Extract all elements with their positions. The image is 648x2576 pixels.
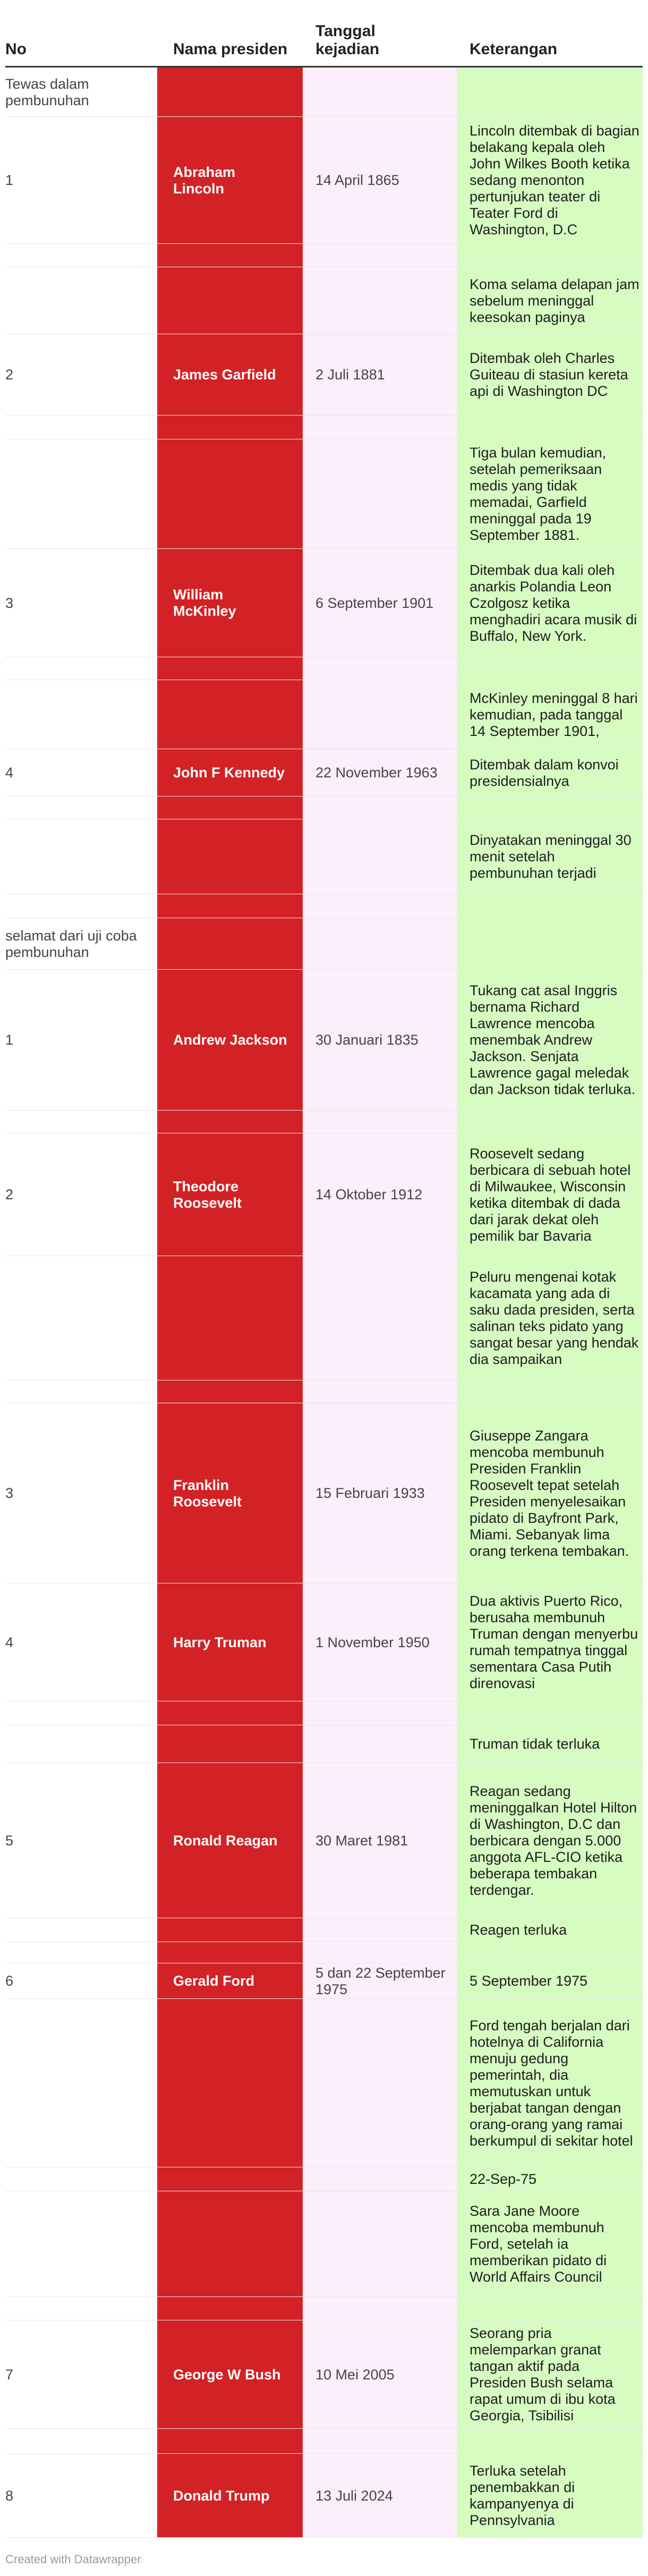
cell-no [5, 1256, 154, 1380]
cell-date [316, 1111, 448, 1133]
cell-no [5, 1701, 154, 1725]
cell-name: James Garfield [173, 367, 276, 383]
cell-no [5, 267, 154, 334]
cell-no: 4 [5, 1634, 14, 1650]
cell-date: 2 Juli 1881 [316, 367, 385, 383]
cell-name [173, 2429, 290, 2454]
table-row [5, 67, 643, 117]
cell-no: Tewas dalam pembunuhan [5, 75, 89, 108]
table-row [5, 1963, 643, 1999]
table-row [5, 819, 643, 894]
cell-no: 1 [5, 172, 14, 188]
cell-date [316, 67, 448, 117]
cell-name [173, 1999, 290, 2167]
cell-date: 30 Januari 1835 [316, 1032, 419, 1048]
cell-note: Tukang cat asal Inggris bernama Richard Lawrence mencoba menembak Andrew Jackson. Senjata Lawrence gagal meledak dan Jackson tidak terluka. [470, 982, 636, 1097]
cell-note [470, 2429, 640, 2454]
cell-note [470, 67, 640, 117]
cell-note: Koma selama delapan jam sebelum meninggal keesokan paginya [470, 276, 640, 325]
cell-name [173, 796, 290, 819]
cell-name: William McKinley [173, 587, 236, 619]
cell-note: Tiga bulan kemudian, setelah pemeriksaan medis yang tidak memadai, Garfield meninggal pada 19 September 1881. [470, 445, 607, 543]
table-row [5, 796, 643, 819]
table-row [5, 918, 643, 970]
cell-name [173, 819, 290, 894]
cell-name: Theodore Roosevelt [173, 1178, 242, 1211]
cell-no [5, 1111, 154, 1133]
cell-date [316, 819, 448, 894]
cell-no [5, 416, 154, 439]
cell-date: 30 Maret 1981 [316, 1832, 408, 1849]
cell-no: 5 [5, 1832, 14, 1849]
cell-no: 2 [5, 367, 14, 383]
cell-name [173, 267, 290, 334]
cell-date: 14 April 1865 [316, 172, 399, 188]
cell-no [5, 680, 154, 749]
cell-name [173, 2191, 290, 2297]
cell-note: Giuseppe Zangara mencoba membunuh Presiden Franklin Roosevelt tepat setelah Presiden menyelesaikan pidato di Bayfront Park, Miami. Sebanyak lima orang terkena tembakan. [470, 1427, 629, 1559]
cell-name: Harry Truman [173, 1634, 267, 1650]
cell-no [5, 657, 154, 680]
cell-date [316, 1725, 448, 1763]
table-row [5, 2454, 643, 2538]
table-row [5, 894, 643, 918]
cell-note [470, 1111, 640, 1133]
cell-note: McKinley meninggal 8 hari kemudian, pada tanggal 14 September 1901, [470, 690, 638, 739]
table-row [5, 1999, 643, 2167]
table-row [5, 1942, 643, 1963]
cell-name: John F Kennedy [173, 765, 285, 781]
cell-date [316, 244, 448, 267]
cell-date [316, 2191, 448, 2297]
cell-no [5, 1380, 154, 1403]
cell-date: 6 September 1901 [316, 595, 434, 611]
cell-note: Dua aktivis Puerto Rico, berusaha membunuh Truman dengan menyerbu rumah tempatnya tinggal sementara Casa Putih direnovasi [470, 1593, 638, 1691]
table-row [5, 1403, 643, 1583]
cell-no [5, 819, 154, 894]
table-row [5, 244, 643, 267]
table-row [5, 1918, 643, 1942]
cell-no: 3 [5, 595, 14, 611]
cell-date [316, 2429, 448, 2454]
cell-note: Roosevelt sedang berbicara di sebuah hotel di Milwaukee, Wisconsin ketika ditembak di dada dari jarak dekat oleh pemilik bar Bavaria [470, 1145, 631, 1244]
header-date: Tanggal kejadian [316, 22, 380, 58]
cell-name: George W Bush [173, 2366, 281, 2383]
table-row [5, 267, 643, 334]
cell-date: 1 November 1950 [316, 1634, 430, 1650]
table-row [5, 334, 643, 416]
table-row [5, 1380, 643, 1403]
cell-name: Gerald Ford [173, 1973, 255, 1989]
cell-note [470, 1380, 640, 1403]
cell-no: 4 [5, 765, 14, 781]
cell-no: 1 [5, 1032, 14, 1048]
cell-no [5, 2297, 154, 2320]
cell-note: Sara Jane Moore mencoba membunuh Ford, setelah ia memberikan pidato di World Affairs Council [470, 2203, 607, 2285]
cell-name: Ronald Reagan [173, 1832, 278, 1849]
cell-note: Dinyatakan meninggal 30 menit setelah pembunuhan terjadi [470, 832, 632, 881]
header-name: Nama presiden [173, 40, 288, 58]
cell-date [316, 2297, 448, 2320]
cell-no: 6 [5, 1973, 14, 1989]
table-row [5, 1725, 643, 1763]
cell-name [173, 244, 290, 267]
cell-date [316, 267, 448, 334]
cell-note [470, 894, 640, 918]
cell-date: 13 Juli 2024 [316, 2487, 393, 2504]
cell-date: 5 dan 22 September 1975 [316, 1964, 446, 1997]
cell-date [316, 894, 448, 918]
cell-note: Peluru mengenai kotak kacamata yang ada di saku dada presiden, serta salinan teks pidato yang sangat besar yang hendak dia sampaikan [470, 1269, 639, 1367]
cell-no [5, 1999, 154, 2167]
table-row [5, 416, 643, 439]
cell-name [173, 918, 290, 970]
cell-note: Truman tidak terluka [470, 1736, 600, 1752]
cell-no: selamat dari uji coba pembunuhan [5, 927, 137, 960]
cell-note: Ford tengah berjalan dari hotelnya di California menuju gedung pemerintah, dia memutuskan untuk berjabat tangan dengan orang-orang yang ramai berkumpul di sekitar hotel [470, 2017, 633, 2149]
cell-name [173, 894, 290, 918]
cell-note [470, 657, 640, 680]
row-divider [5, 2537, 643, 2538]
cell-no [5, 894, 154, 918]
cell-no [5, 2191, 154, 2297]
header-no: No [5, 40, 27, 58]
cell-date [316, 918, 448, 970]
cell-no: 3 [5, 1485, 14, 1501]
cell-name [173, 416, 290, 439]
cell-name [173, 1942, 290, 1963]
cell-name [173, 439, 290, 549]
cell-name [173, 1725, 290, 1763]
cell-no [5, 1725, 154, 1763]
cell-no: 8 [5, 2487, 14, 2504]
cell-no [5, 244, 154, 267]
cell-note [470, 2297, 640, 2320]
cell-note: Terluka setelah penembakkan di kampanyenya di Pennsylvania [470, 2463, 575, 2528]
cell-name [173, 2297, 290, 2320]
cell-note: Seorang pria melemparkan granat tangan aktif pada Presiden Bush selama rapat umum di ibu kota Georgia, Tsibilisi [470, 2325, 616, 2424]
cell-name [173, 2167, 290, 2191]
cell-note [470, 1942, 640, 1963]
table-row [5, 1701, 643, 1725]
cell-note [470, 796, 640, 819]
cell-date [316, 1256, 448, 1380]
cell-no [5, 2429, 154, 2454]
cell-date [316, 1380, 448, 1403]
cell-name: Franklin Roosevelt [173, 1477, 242, 1510]
table-row [5, 680, 643, 749]
cell-no [5, 1942, 154, 1963]
cell-name [173, 1918, 290, 1942]
cell-note: 5 September 1975 [470, 1973, 588, 1989]
cell-date [316, 2167, 448, 2191]
cell-date [316, 1701, 448, 1725]
cell-note: Reagen terluka [470, 1922, 567, 1938]
table-row [5, 2320, 643, 2429]
cell-name [173, 657, 290, 680]
table-row [5, 2429, 643, 2454]
cell-date [316, 1918, 448, 1942]
cell-date: 15 Februari 1933 [316, 1485, 425, 1501]
cell-date [316, 1942, 448, 1963]
cell-date [316, 796, 448, 819]
cell-note [470, 416, 640, 439]
cell-date [316, 680, 448, 749]
cell-date: 10 Mei 2005 [316, 2366, 395, 2383]
cell-no [5, 796, 154, 819]
cell-name: Abraham Lincoln [173, 164, 236, 197]
cell-note [470, 244, 640, 267]
table-row [5, 549, 643, 657]
cell-no [5, 2167, 154, 2191]
cell-no: 7 [5, 2366, 14, 2383]
table-row [5, 1763, 643, 1918]
table-row [5, 1583, 643, 1701]
cell-note: Ditembak dalam konvoi presidensialnya [470, 756, 619, 789]
cell-name [173, 680, 290, 749]
cell-date [316, 416, 448, 439]
table-row [5, 2191, 643, 2297]
table-row [5, 970, 643, 1111]
cell-note: Ditembak oleh Charles Guiteau di stasiun kereta api di Washington DC [470, 350, 628, 399]
table-row [5, 749, 643, 796]
cell-name [173, 1701, 290, 1725]
cell-name [173, 1256, 290, 1380]
table-row [5, 1133, 643, 1256]
cell-note: Reagan sedang meninggalkan Hotel Hilton di Washington, D.C dan berbicara dengan 5.000 anggota AFL-CIO ketika beberapa tembakan terdengar. [470, 1783, 637, 1898]
cell-date [316, 1999, 448, 2167]
cell-name: Andrew Jackson [173, 1032, 287, 1048]
cell-name [173, 1111, 290, 1133]
table-row [5, 439, 643, 549]
cell-note: Ditembak dua kali oleh anarkis Polandia Leon Czolgosz ketika menghadiri acara musik di Buffalo, New York. [470, 562, 637, 644]
table-row [5, 657, 643, 680]
cell-note [470, 918, 640, 970]
table-row [5, 1256, 643, 1380]
table-row [5, 2167, 643, 2191]
header-note: Keterangan [470, 40, 558, 58]
table-row [5, 1111, 643, 1133]
cell-note: 22-Sep-75 [470, 2171, 537, 2187]
cell-name [173, 1380, 290, 1403]
cell-note: Lincoln ditembak di bagian belakang kepala oleh John Wilkes Booth ketika sedang menonton pertunjukan teater di Teater Ford di Washington, D.C [470, 123, 640, 238]
cell-date: 14 Oktober 1912 [316, 1187, 423, 1202]
cell-date [316, 439, 448, 549]
cell-no: 2 [5, 1187, 14, 1202]
cell-note [470, 1701, 640, 1725]
cell-no [5, 1918, 154, 1942]
cell-no [5, 439, 154, 549]
datawrapper-credit: Created with Datawrapper [5, 2553, 141, 2566]
cell-name [173, 67, 290, 117]
table-row [5, 117, 643, 244]
table-row [5, 2297, 643, 2320]
cell-date [316, 657, 448, 680]
cell-name: Donald Trump [173, 2487, 270, 2504]
cell-date: 22 November 1963 [316, 765, 438, 781]
